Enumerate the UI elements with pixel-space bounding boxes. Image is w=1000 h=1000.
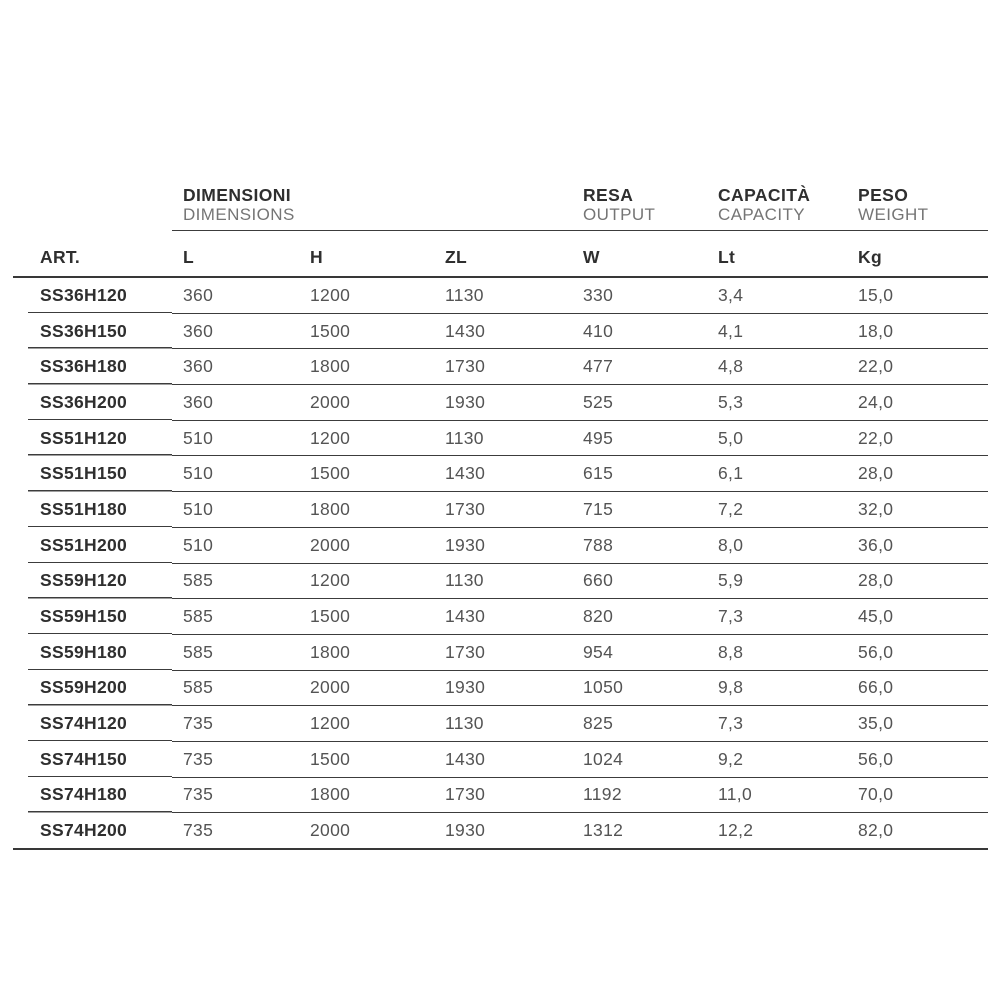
- group-subtitle: CAPACITY: [718, 205, 805, 224]
- art-cell: SS36H150: [13, 313, 172, 349]
- value-cell: 330: [572, 277, 707, 313]
- value-cell: 510: [172, 527, 299, 563]
- art-cell: SS74H120: [13, 706, 172, 742]
- group-title: DIMENSIONI: [183, 185, 292, 205]
- group-title: PESO: [858, 185, 909, 205]
- value-cell: 1200: [299, 420, 434, 456]
- col-header-lt: Lt: [707, 231, 847, 278]
- value-cell: 2000: [299, 813, 434, 849]
- value-cell: 22,0: [847, 349, 988, 385]
- value-cell: 1800: [299, 492, 434, 528]
- table-row: [13, 563, 988, 599]
- table-row: [13, 277, 988, 313]
- value-cell: 28,0: [847, 456, 988, 492]
- value-cell: 4,1: [707, 313, 847, 349]
- art-cell: SS59H120: [13, 563, 172, 599]
- value-cell: 715: [572, 492, 707, 528]
- value-cell: 1800: [299, 349, 434, 385]
- value-cell: 820: [572, 599, 707, 635]
- table-row: [13, 420, 988, 456]
- value-cell: 1130: [434, 563, 572, 599]
- art-cell: SS59H180: [13, 634, 172, 670]
- value-cell: 1430: [434, 599, 572, 635]
- value-cell: 1730: [434, 634, 572, 670]
- value-cell: 360: [172, 277, 299, 313]
- value-cell: 5,0: [707, 420, 847, 456]
- value-cell: 1500: [299, 599, 434, 635]
- value-cell: 1730: [434, 349, 572, 385]
- value-cell: 22,0: [847, 420, 988, 456]
- value-cell: 2000: [299, 670, 434, 706]
- value-cell: 11,0: [707, 777, 847, 813]
- value-cell: 36,0: [847, 527, 988, 563]
- value-cell: 1930: [434, 813, 572, 849]
- art-cell: SS74H200: [13, 813, 172, 849]
- value-cell: 1192: [572, 777, 707, 813]
- value-cell: 477: [572, 349, 707, 385]
- value-cell: 1430: [434, 313, 572, 349]
- value-cell: 66,0: [847, 670, 988, 706]
- value-cell: 1312: [572, 813, 707, 849]
- value-cell: 35,0: [847, 706, 988, 742]
- value-cell: 56,0: [847, 634, 988, 670]
- value-cell: 45,0: [847, 599, 988, 635]
- value-cell: 1130: [434, 277, 572, 313]
- spec-table: [13, 172, 988, 850]
- value-cell: 8,8: [707, 634, 847, 670]
- value-cell: 1130: [434, 420, 572, 456]
- value-cell: 1800: [299, 634, 434, 670]
- value-cell: 1800: [299, 777, 434, 813]
- table-header: [13, 172, 988, 277]
- table-row: [13, 492, 988, 528]
- value-cell: 8,0: [707, 527, 847, 563]
- value-cell: 5,9: [707, 563, 847, 599]
- value-cell: 585: [172, 563, 299, 599]
- col-header-art: ART.: [13, 231, 172, 278]
- value-cell: 660: [572, 563, 707, 599]
- value-cell: 7,2: [707, 492, 847, 528]
- value-cell: 7,3: [707, 706, 847, 742]
- table-row: [13, 456, 988, 492]
- value-cell: 3,4: [707, 277, 847, 313]
- value-cell: 954: [572, 634, 707, 670]
- art-cell: SS51H150: [13, 456, 172, 492]
- table-row: [13, 527, 988, 563]
- table-body: [13, 277, 988, 849]
- value-cell: 1930: [434, 385, 572, 421]
- table-row: [13, 670, 988, 706]
- col-header-l: L: [172, 231, 299, 278]
- table-row: [13, 741, 988, 777]
- value-cell: 360: [172, 313, 299, 349]
- value-cell: 1050: [572, 670, 707, 706]
- art-cell: SS74H180: [13, 777, 172, 813]
- value-cell: 70,0: [847, 777, 988, 813]
- value-cell: 410: [572, 313, 707, 349]
- value-cell: 9,8: [707, 670, 847, 706]
- value-cell: 56,0: [847, 741, 988, 777]
- value-cell: 735: [172, 777, 299, 813]
- value-cell: 24,0: [847, 385, 988, 421]
- table-row: [13, 813, 988, 849]
- col-header-h: H: [299, 231, 434, 278]
- group-header-output: [572, 172, 707, 231]
- art-cell: SS51H200: [13, 527, 172, 563]
- value-cell: 1200: [299, 563, 434, 599]
- value-cell: 1200: [299, 706, 434, 742]
- value-cell: 1200: [299, 277, 434, 313]
- value-cell: 525: [572, 385, 707, 421]
- value-cell: 1500: [299, 741, 434, 777]
- table-row: [13, 634, 988, 670]
- value-cell: 9,2: [707, 741, 847, 777]
- group-header-capacity: [707, 172, 847, 231]
- value-cell: 82,0: [847, 813, 988, 849]
- value-cell: 1430: [434, 741, 572, 777]
- table-row: [13, 385, 988, 421]
- value-cell: 1500: [299, 313, 434, 349]
- value-cell: 585: [172, 634, 299, 670]
- art-cell: SS36H120: [13, 277, 172, 313]
- value-cell: 615: [572, 456, 707, 492]
- group-subtitle: DIMENSIONS: [183, 205, 295, 224]
- group-header-weight: [847, 172, 988, 231]
- table-row: [13, 313, 988, 349]
- value-cell: 1430: [434, 456, 572, 492]
- value-cell: 735: [172, 706, 299, 742]
- value-cell: 1730: [434, 777, 572, 813]
- col-header-w: W: [572, 231, 707, 278]
- value-cell: 788: [572, 527, 707, 563]
- value-cell: 12,2: [707, 813, 847, 849]
- value-cell: 360: [172, 385, 299, 421]
- art-cell: SS59H200: [13, 670, 172, 706]
- value-cell: 735: [172, 741, 299, 777]
- value-cell: 495: [572, 420, 707, 456]
- value-cell: 4,8: [707, 349, 847, 385]
- art-cell: SS51H120: [13, 420, 172, 456]
- value-cell: 32,0: [847, 492, 988, 528]
- value-cell: 1930: [434, 670, 572, 706]
- col-header-kg: Kg: [847, 231, 988, 278]
- art-cell: SS59H150: [13, 599, 172, 635]
- value-cell: 1730: [434, 492, 572, 528]
- table-row: [13, 349, 988, 385]
- group-title: RESA: [583, 185, 634, 205]
- table-row: [13, 599, 988, 635]
- value-cell: 1500: [299, 456, 434, 492]
- table-row: [13, 706, 988, 742]
- value-cell: 585: [172, 599, 299, 635]
- value-cell: 735: [172, 813, 299, 849]
- value-cell: 825: [572, 706, 707, 742]
- art-cell: SS51H180: [13, 492, 172, 528]
- group-subtitle: OUTPUT: [583, 205, 656, 224]
- art-cell: SS36H180: [13, 349, 172, 385]
- art-cell: SS74H150: [13, 741, 172, 777]
- value-cell: 15,0: [847, 277, 988, 313]
- value-cell: 5,3: [707, 385, 847, 421]
- value-cell: 28,0: [847, 563, 988, 599]
- col-header-zl: ZL: [434, 231, 572, 278]
- value-cell: 1930: [434, 527, 572, 563]
- column-header-row: [13, 231, 988, 278]
- table-row: [13, 777, 988, 813]
- value-cell: 1130: [434, 706, 572, 742]
- value-cell: 585: [172, 670, 299, 706]
- group-header-spacer: [13, 172, 172, 231]
- value-cell: 1024: [572, 741, 707, 777]
- value-cell: 510: [172, 420, 299, 456]
- value-cell: 18,0: [847, 313, 988, 349]
- value-cell: 510: [172, 492, 299, 528]
- group-header-dimensions: [172, 172, 572, 231]
- value-cell: 6,1: [707, 456, 847, 492]
- value-cell: 360: [172, 349, 299, 385]
- group-subtitle: WEIGHT: [858, 205, 929, 224]
- value-cell: 7,3: [707, 599, 847, 635]
- value-cell: 2000: [299, 527, 434, 563]
- value-cell: 2000: [299, 385, 434, 421]
- art-cell: SS36H200: [13, 385, 172, 421]
- group-header-row: [13, 172, 988, 231]
- group-title: CAPACITÀ: [718, 185, 811, 205]
- value-cell: 510: [172, 456, 299, 492]
